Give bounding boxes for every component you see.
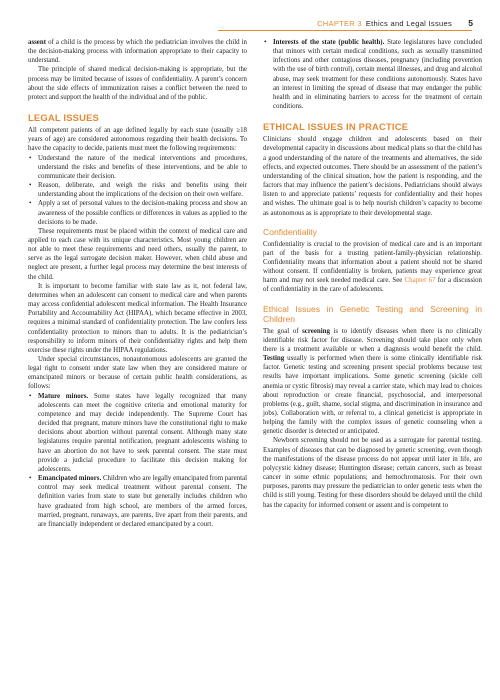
legal-issues-heading: LEGAL ISSUES xyxy=(28,112,99,124)
list-item: • Apply a set of personal values to the decision-making process and show an awareness of the possible conflicts or differences in values as applied to the decisions to be made. xyxy=(28,199,247,226)
running-header xyxy=(0,17,500,31)
emancipated-minors-term: Emancipated minors. xyxy=(38,475,102,483)
chapter-cross-reference-link[interactable]: Chapter 67 xyxy=(404,277,436,285)
emancipated-minors-text: Children who are legally emancipated from parental control may seek medical treatment without parental consent. The definition varies from state to state but generally includes children who have graduated from high school, are members of the armed forces, married, pregnant, runaways, are parents, live apart from their parents, and are financially independent or declared emancipated by a court. xyxy=(38,475,247,528)
circumstances-list xyxy=(28,392,247,529)
screening-term: screening xyxy=(302,327,330,335)
genetic-text: is to identify diseases when there is no clinically identifiable risk factor for disease. Screening should take place only when there is a treatment available or when a diagnosis would benefit the child. xyxy=(263,327,483,353)
genetic-paragraph-1 xyxy=(263,327,482,437)
list-item xyxy=(263,38,482,111)
right-column xyxy=(263,38,482,510)
public-health-list xyxy=(263,38,482,111)
ethical-issues-heading: ETHICAL ISSUES IN PRACTICE xyxy=(263,121,409,133)
genetic-text: The goal of xyxy=(263,327,303,335)
genetic-text: usually is performed when there is some clinically identifiable risk factor. Genetic testing and screening present special problems because test results have important implications. Some genetic screening (sickle cell anemia or cystic fibrosis) may reveal a carrier state, which may lead to choices about reproduction or create financial, psychosocial, and interpersonal problems (e.g., guilt, shame, social stigma, and discrimination in insurance and jobs). Collaboration with, or referral to, a clinical geneticist is appropriate in helping the family with the complex issues of genetic counseling when a genetic disorder is detected or anticipated. xyxy=(263,355,482,436)
chapter-title: Ethics and Legal Issues xyxy=(365,19,452,28)
list-item: • Reason, deliberate, and weigh the risks and benefits using their understanding about the implications of the decision on their own welfare. xyxy=(28,181,247,199)
legal-paragraph-2: These requirements must be placed within the context of medical care and applied to each case with its unique characteristics. Most young children are not able to meet these requirements and need others, usually the parent, to serve as the legal surrogate decision maker. However, when child abuse and neglect are present, a further legal process may determine the best interests of the child. xyxy=(28,227,247,281)
list-item xyxy=(28,474,247,529)
genetic-testing-heading: Ethical Issues in Genetic Testing and Screening in Children xyxy=(263,303,482,324)
mature-minors-text: Some states have legally recognized that many adolescents can meet the cognitive criteria and emotional maturity for competence and may decide independently. The Supreme Court has decided that pregnant, mature minors have the constitutional right to make decisions about abortion without parental consent. Although many state legislatures require parental notification, pregnant adolescents wishing to have an abortion do not have to seek parental consent. The state must provide a judicial procedure to facilitate this decision making for adolescents. xyxy=(38,392,247,473)
confidentiality-heading: Confidentiality xyxy=(263,226,317,237)
public-health-text: State legislatures have concluded that minors with certain medical conditions, such as sexually transmitted infections and other contagious diseases, pregnancy (including prevention with the use of birth control), certain mental illnesses, and drug and alcohol abuse, may seek treatment for these conditions autonomously. States have an interest in limiting the spread of disease that may endanger the public health and in eliminating barriers to access for the treatment of certain conditions. xyxy=(273,39,483,111)
principle-paragraph: The principle of shared medical decision-making is appropriate, but the process may be limited because of issues of confidentiality. A parent’s concern about the side effects of immunization raises a conflict between the need to protect and support the health of the individual and of the public. xyxy=(28,66,247,101)
confidentiality-text-end: for a discussion of confidentiality in the care of adolescents. xyxy=(263,277,482,294)
intro-term: assent xyxy=(28,39,46,46)
testing-term: Testing xyxy=(263,355,285,363)
list-item: • Understand the nature of the medical interventions and procedures, understand the risks and benefits of these interventions, and be able to communicate their decision. xyxy=(28,154,247,181)
chapter-number: CHAPTER 3 xyxy=(317,19,362,28)
intro-paragraph xyxy=(28,38,247,65)
legal-paragraph-1: All competent patients of an age defined legally by each state (usually ≥18 years of age) are considered autonomous regarding their health decisions. To have the capacity to decide, patients must meet the following requirements: xyxy=(28,127,247,153)
chapter-label xyxy=(317,19,452,28)
left-column xyxy=(28,38,247,529)
list-item xyxy=(28,392,247,474)
mature-minors-term: Mature minors. xyxy=(38,392,89,400)
confidentiality-paragraph xyxy=(263,240,482,295)
genetic-paragraph-2: Newborn screening should not be used as a surrogate for parental testing. Examples of diseases that can be diagnosed by genetic screening, even though the manifestations of the disease process do not appear until later in life, are polycystic kidney disease; Huntington disease; certain cancers, such as breast cancer in some ethnic populations; and hemochromatosis. For their own purposes, parents may pressure the pediatrician to order genetic tests when the child is still young. Testing for these disorders should be delayed until the child has the capacity for informed consent or assent and is competent to xyxy=(263,437,482,509)
header-rule xyxy=(218,30,472,31)
intro-text: of a child is the process by which the pediatrician involves the child in the decision-making process with information appropriate to their capacity to understand. xyxy=(28,39,247,65)
ethical-paragraph: Clinicians should engage children and adolescents based on their developmental capacity in discussions about medical plans so that the child has a good understanding of the nature of the treatments and alternatives, the side effects, and expected outcomes. There should be an assessment of the patient’s understanding of the clinical situation, how the patient is responding, and the factors that may influence the patient’s decisions. Pediatricians should always listen to and appreciate patients’ requests for confidentiality and their hopes and wishes. The ultimate goal is to help nourish children’s capacity to become as autonomous as is appropriate to their developmental stage. xyxy=(263,136,482,217)
page-number: 5 xyxy=(468,18,473,28)
public-health-term: Interests of the state (public health). xyxy=(273,39,385,46)
legal-paragraph-3: It is important to become familiar with state law as it, not federal law, determines when an adolescent can consent to medical care and when parents may access confidential adolescent medical information. The Health Insurance Portability and Accountability Act (HIPAA), which became effective in 2003, requires a minimal standard of confidentiality protection. The law confers less confidentiality protection to minors than to adults. It is the pediatrician’s responsibility to inform minors of their confidentiality rights and help them exercise these rights under the HIPAA regulations. xyxy=(28,282,247,354)
confidentiality-text: Confidentiality is crucial to the provision of medical care and is an important part of the basis for a trusting patient-family-physician relationship. Confidentiality means that information about a patient should not be shared without consent. If confidentiality is broken, patients may experience great harm and may not seek needed medical care. See xyxy=(263,240,482,285)
legal-paragraph-4: Under special circumstances, nonautonomous adolescents are granted the legal right to consent under state law when they are considered mature or emancipated minors or because of certain public health considerations, as follows: xyxy=(28,356,247,391)
requirements-list xyxy=(28,154,247,227)
